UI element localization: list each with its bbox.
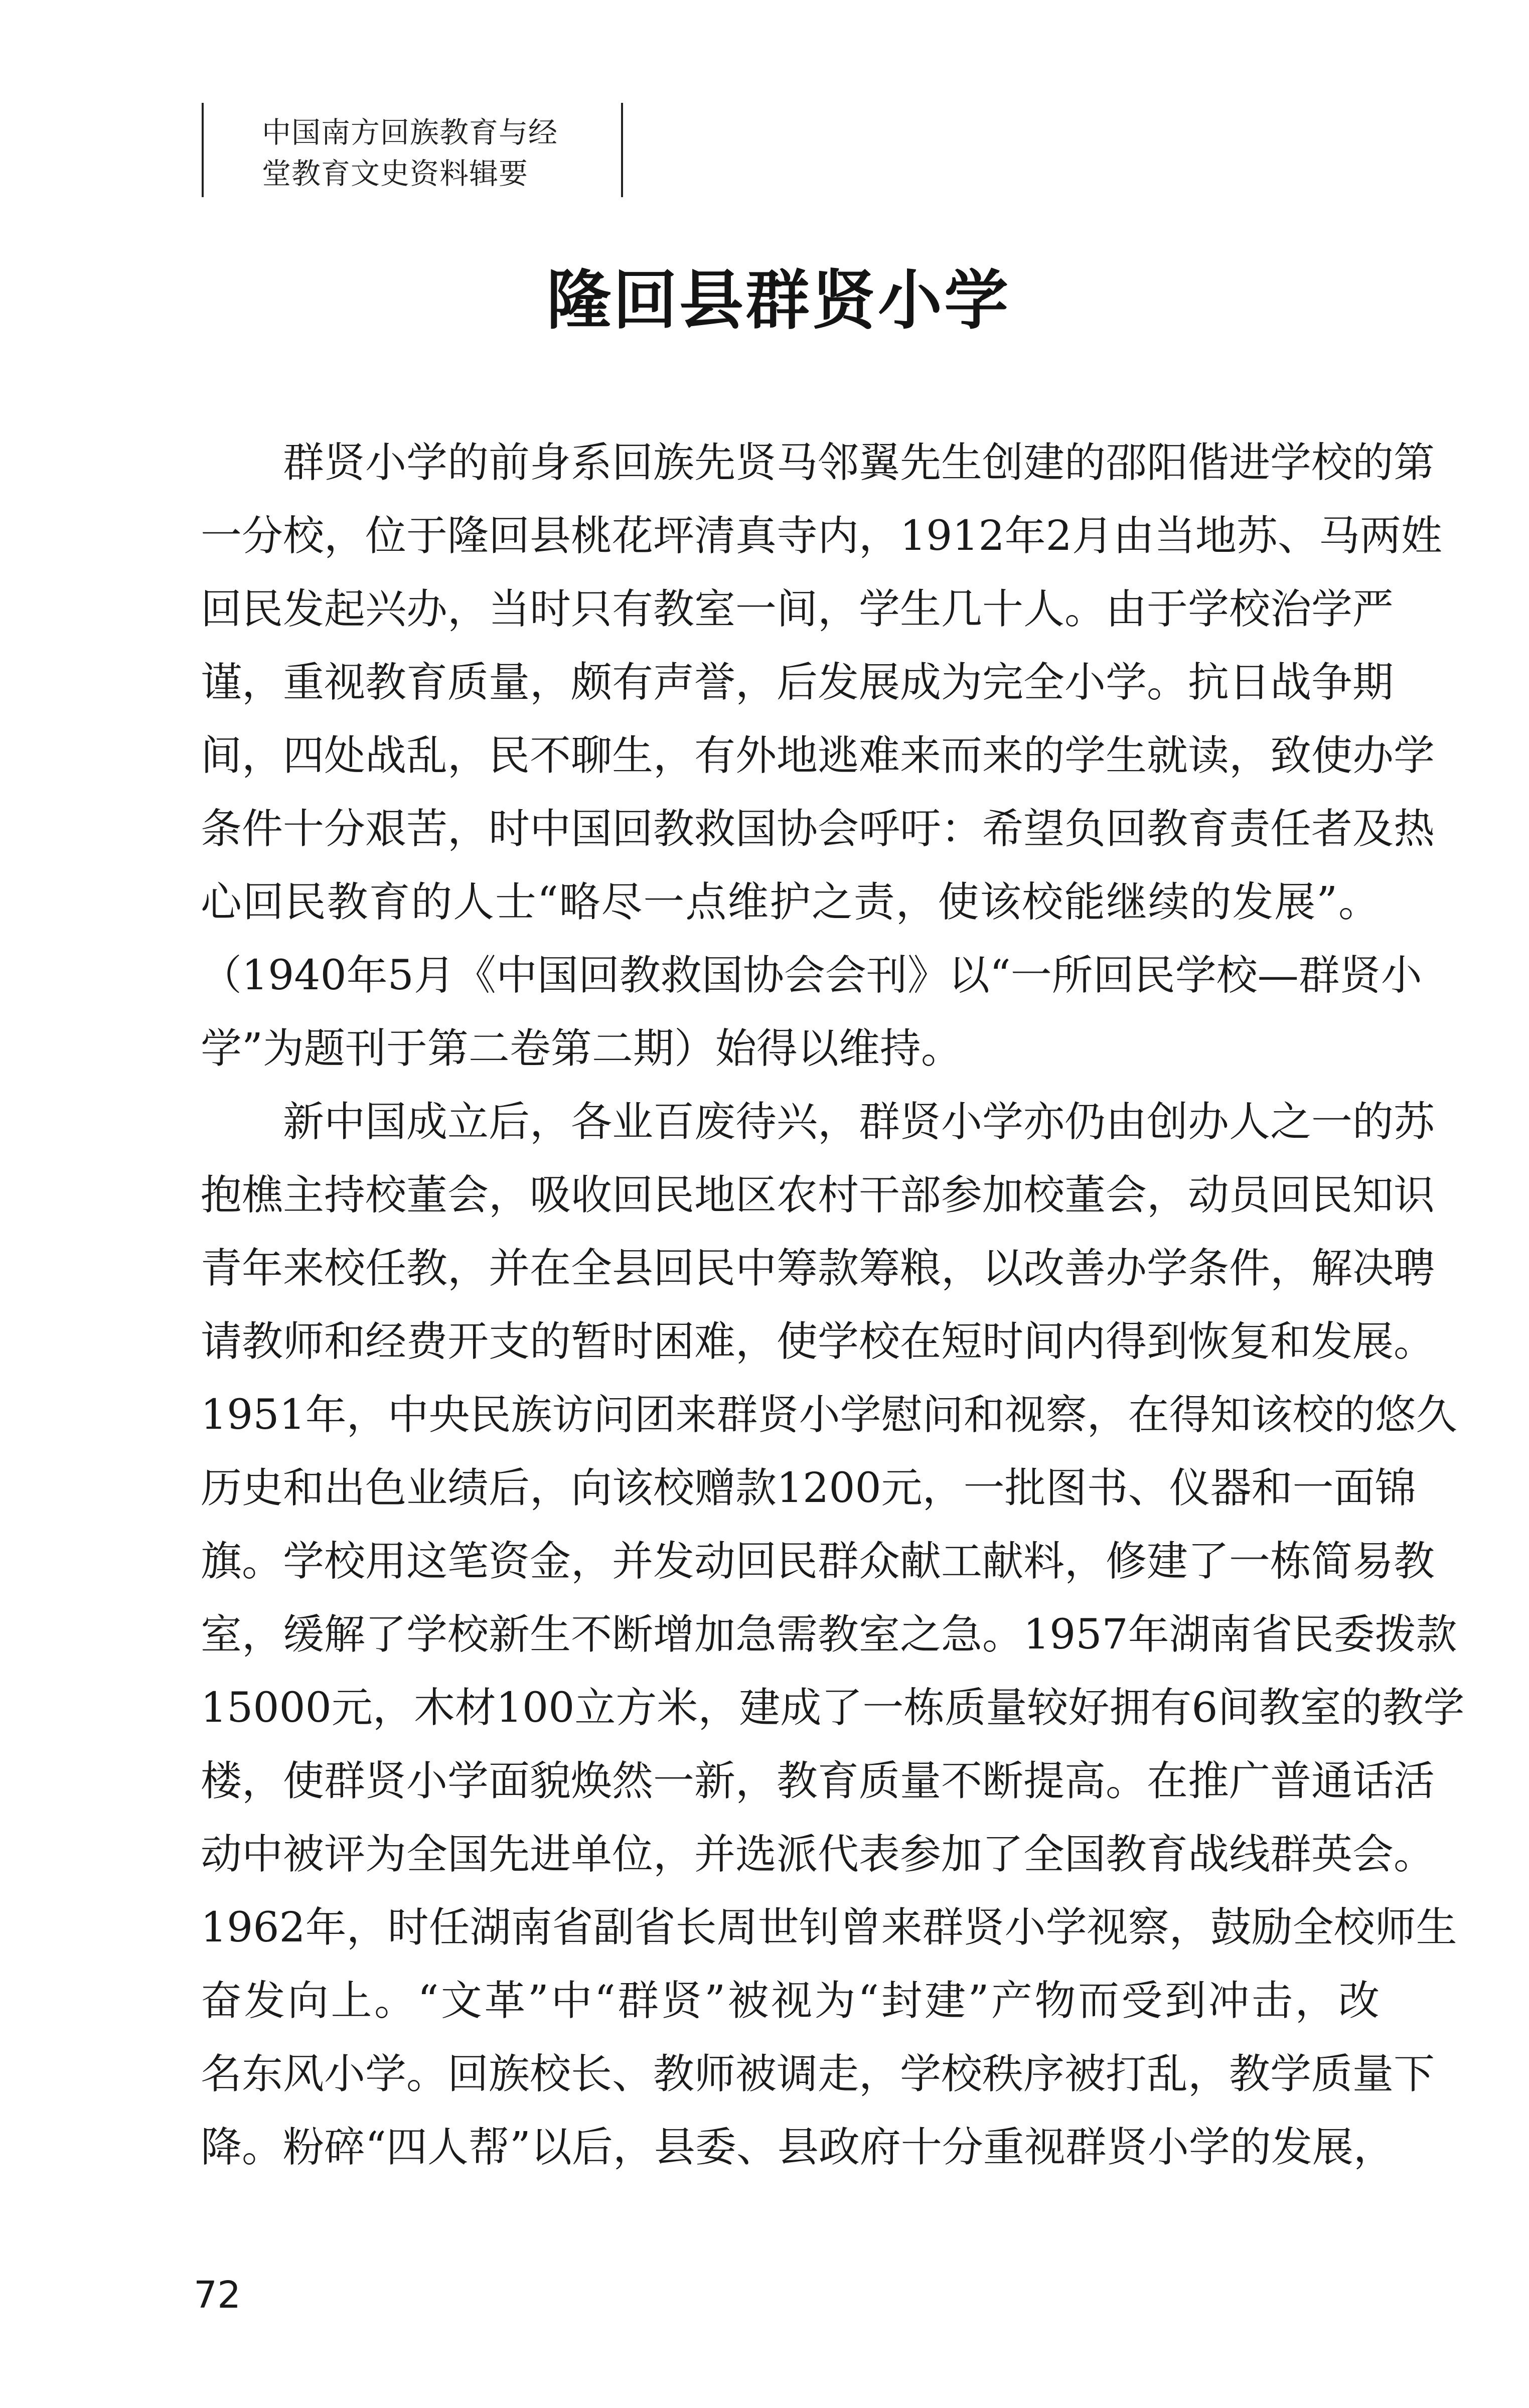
text-line: 回民发起兴办，当时只有教室一间，学生几十人。由于学校治学严: [201, 585, 1394, 633]
header-right-rule: [621, 103, 623, 197]
text-line: 抱樵主持校董会，吸收回民地区农村干部参加校董会，动员回民知识: [201, 1171, 1435, 1219]
header-left-rule: [202, 103, 204, 197]
text-line: 一分校，位于隆回县桃花坪清真寺内，1912年2月由当地苏、马两姓: [201, 512, 1442, 560]
text-line: 1951年，中央民族访问团来群贤小学慰问和视察，在得知该校的悠久: [201, 1391, 1457, 1439]
text-line: 青年来校任教，并在全县回民中筹款筹粮，以改善办学条件，解决聘: [201, 1245, 1435, 1292]
text-line: 降。粉碎“四人帮”以后，县委、县政府十分重视群贤小学的发展，: [201, 2124, 1395, 2171]
text-line: 室，缓解了学校新生不断增加急需教室之急。1957年湖南省民委拨款: [201, 1611, 1457, 1659]
text-line: 旗。学校用这笔资金，并发动回民群众献工献料，修建了一栋简易教: [201, 1538, 1435, 1585]
page-number: 72: [194, 2274, 241, 2317]
text-line: 请教师和经费开支的暂时困难，使学校在短时间内得到恢复和发展。: [201, 1318, 1435, 1366]
text-line: 名东风小学。回族校长、教师被调走，学校秩序被打乱，教学质量下: [201, 2050, 1435, 2098]
text-line: 1962年，时任湖南省副省长周世钊曾来群贤小学视察，鼓励全校师生: [201, 1904, 1457, 1951]
text-line: 动中被评为全国先进单位，并选派代表参加了全国教育战线群英会。: [201, 1831, 1435, 1878]
text-line: 谨，重视教育质量，颇有声誉，后发展成为完全小学。抗日战争期: [201, 659, 1394, 706]
body-text: [201, 426, 1465, 2184]
text-line: 新中国成立后，各业百废待兴，群贤小学亦仍由创办人之一的苏: [283, 1098, 1435, 1146]
running-header-text: [262, 112, 613, 194]
text-line: 15000元，木材100立方米，建成了一栋质量较好拥有6间教室的教学: [201, 1684, 1465, 1732]
text-line: 学”为题刊于第二卷第二期）始得以维持。: [201, 1025, 962, 1073]
running-header-line-1: 中国南方回族教育与经: [262, 115, 558, 149]
page-title: 隆回县群贤小学: [547, 263, 1011, 338]
text-line: 条件十分艰苦，时中国回教救国协会呼吁：希望负回教育责任者及热: [201, 805, 1435, 853]
text-line: 奋发向上。“文革”中“群贤”被视为“封建”产物而受到冲击，改: [201, 1977, 1380, 2025]
text-line: 楼，使群贤小学面貌焕然一新，教育质量不断提高。在推广普通话活: [201, 1757, 1435, 1805]
text-line: 间，四处战乱，民不聊生，有外地逃难来而来的学生就读，致使办学: [201, 732, 1435, 780]
text-line: 群贤小学的前身系回族先贤马邻翼先生创建的邵阳偕进学校的第: [283, 439, 1435, 487]
text-line: （1940年5月《中国回教救国协会会刊》以“一所回民学校—群贤小: [201, 952, 1422, 999]
running-header-line-2: 堂教育文史资料辑要: [262, 157, 529, 191]
running-header: [202, 103, 633, 197]
text-line: 历史和出色业绩后，向该校赠款1200元，一批图书、仪器和一面锦: [201, 1464, 1416, 1512]
text-line: 心回民教育的人士“略尽一点维护之责，使该校能继续的发展”。: [201, 878, 1380, 926]
